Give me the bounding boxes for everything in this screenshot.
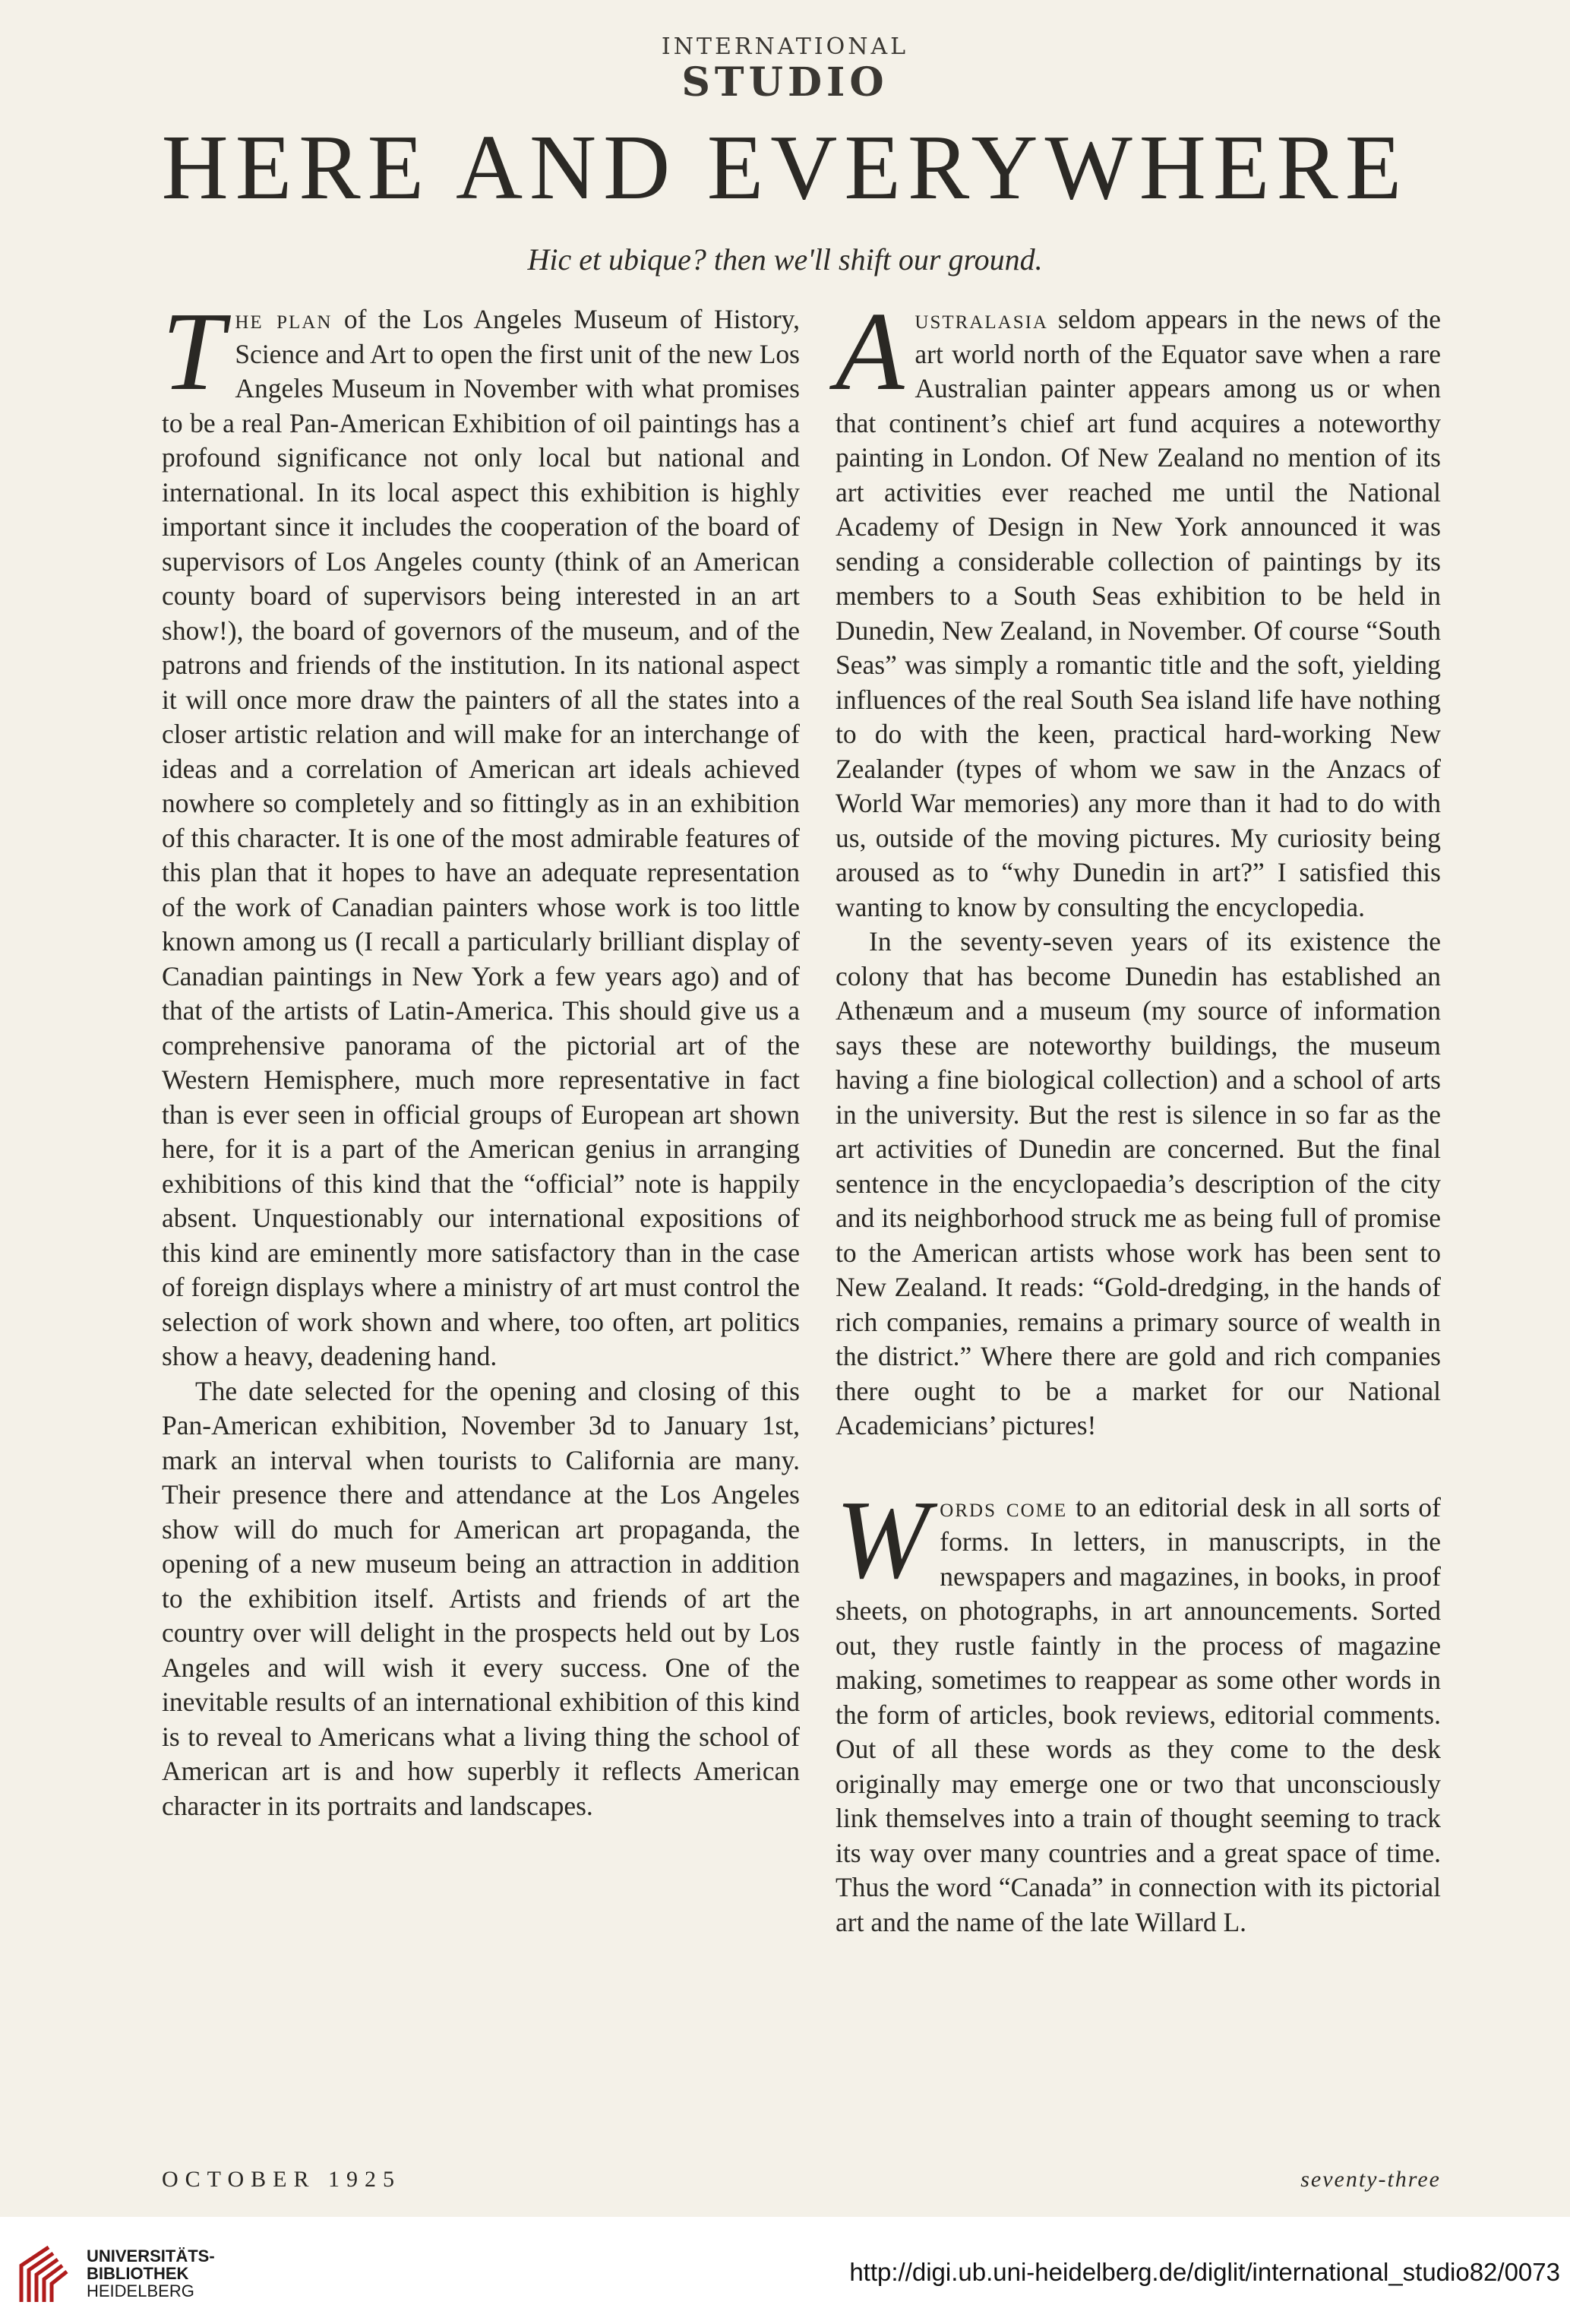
library-name [87,2247,215,2300]
paragraph-la-museum [162,289,800,1374]
drop-cap: T [162,289,225,414]
library-name-line: BIBLIOTHEK [87,2264,189,2283]
paragraph-text: seldom appears in the news of the art world north of the Equator save when a rare Australian painter appears among us or when that continent’s chief art fund acquires a noteworthy painting in London. Of New Zealand no mention of its art activities ever reached me until the National Academy of Design in New York announced it was sending a considerable collection of paintings by its members to a South Seas exhibition to be held in Dunedin, New Zealand, in November. Of course “South Seas” was simply a romantic title and the soft, yielding influences of the real South Sea island life have nothing to do with the keen, practical hard-working New Zealander (types of whom we saw in the Anzacs of World War memories) any more than it had to do with us, outside of the moving pictures. My curiosity being aroused as to “why Dunedin in art?” I satisfied this wanting to know by consulting the encyclopedia. [836,304,1441,922]
article-title: HERE AND EVERYWHERE [161,116,1409,219]
masthead-international: INTERNATIONAL [661,33,909,60]
library-name-line: HEIDELBERG [87,2281,194,2300]
drop-cap: W [836,1477,930,1602]
paragraph-text: to an editorial desk in all sorts of forms. In letters, in manuscripts, in the newspapers and magazines, in books, in proof sheets, on photographs, in art announcements. Sorted out, they rustle faintly in the process of magazine making, sometimes to reappear as some other words in the form of articles, book reviews, editorial comments. Out of all these words as they come to the desk originally may emerge one or two that unconsciously link themselves into a train of thought seeming to track its way over many countries and a great space of time. Thus the word “Canada” in connection with its pictorial art and the name of the late Willard L. [836,1491,1441,1937]
footer-issue-date: OCTOBER 1925 [162,2167,401,2192]
library-name-line: UNIVERSITÄTS- [87,2247,215,2266]
library-footer-bar [0,2217,1570,2324]
masthead-studio: STUDIO [681,59,889,106]
footer-page-number: seventy-three [1300,2167,1441,2192]
lead-in-smallcaps: ords come [940,1491,1068,1522]
left-column [162,289,800,1823]
paragraph-exhibition-dates: The date selected for the opening and closing of this Pan-American exhibition, November 3d to January 1st, mark an interval when tourists to California are many. Their presence there and attendance at the Los Angeles show will do much for American art propaganda, the opening of a new museum being an attraction in addition to the exhibition itself. Artists and friends of art the country over will delight in the prospects held out by Los Angeles and will wish it every success. One of the inevitable results of an international exhibition of this kind is to reveal to Americans what a living thing the school of American art is and how superbly it reflects American character in its portraits and landscapes. [162,1375,800,1821]
lead-in-smallcaps: ustralasia [915,304,1048,334]
paragraph-australasia [836,289,1441,925]
lead-in-smallcaps: he plan [235,304,333,334]
article-epigraph: Hic et ubique? then we'll shift our ground. [527,242,1043,277]
paragraph-text: of the Los Angeles Museum of History, Science and Art to open the first unit of the new Los Angeles Museum in November with what promises to be a real Pan-American Exhibition of oil paintings has a profound significance not only local but national and international. In its local aspect this exhibition is highly important since it includes the cooperation of the board of supervisors of Los Angeles county (think of an American county board of supervisors being interested in an art show!), the board of governors of the museum, and of the patrons and friends of the institution. In its national aspect it will once more draw the painters of all the states into a closer artistic relation and will make for an interchange of ideas and a correlation of American art ideals achieved nowhere so completely and so fittingly as in an exhibition of this character. It is one of the most admirable features of this plan that it hopes to have an adequate representation of the work of Canadian painters whose work is too little known among us (I recall a particularly brilliant display of Canadian paintings in New York a few years ago) and of that of the artists of Latin-America. This should give us a comprehensive panorama of the pictorial art of the Western Hemisphere, much more representative in fact than is ever seen in official groups of European art shown here, for it is a part of the American genius in arranging exhibitions of this kind that the “official” note is happily absent. Unquestionably our international expositions of this kind are eminently more satisfactory than in the case of foreign displays where a ministry of art must control the selection of work shown and where, too often, art politics show a heavy, deadening hand. [162,304,800,1371]
source-url-link[interactable]: http://digi.ub.uni-heidelberg.de/diglit/international_studio82/0073 [849,2258,1560,2286]
paragraph-dunedin: In the seventy-seven years of its existence the colony that has become Dunedin has established an Athenæum and a museum (my source of information says these are noteworthy buildings, the museum having a fine biological collection) and a school of arts in the university. But the rest is silence in so far as the art activities of Dunedin are concerned. But the final sentence in the encyclopaedia’s description of the city and its neighborhood struck me as being full of promise to the American artists whose work has been sent to New Zealand. It reads: “Gold-dredging, in the hands of rich companies, remains a primary source of wealth in the district.” Where there are gold and rich companies there ought to be a market for our National Academicians’ pictures! [836,926,1441,1440]
paragraph-words-come [836,1477,1441,1940]
university-library-logo-icon [15,2243,74,2303]
right-column [836,289,1441,1940]
drop-cap: A [836,289,905,414]
